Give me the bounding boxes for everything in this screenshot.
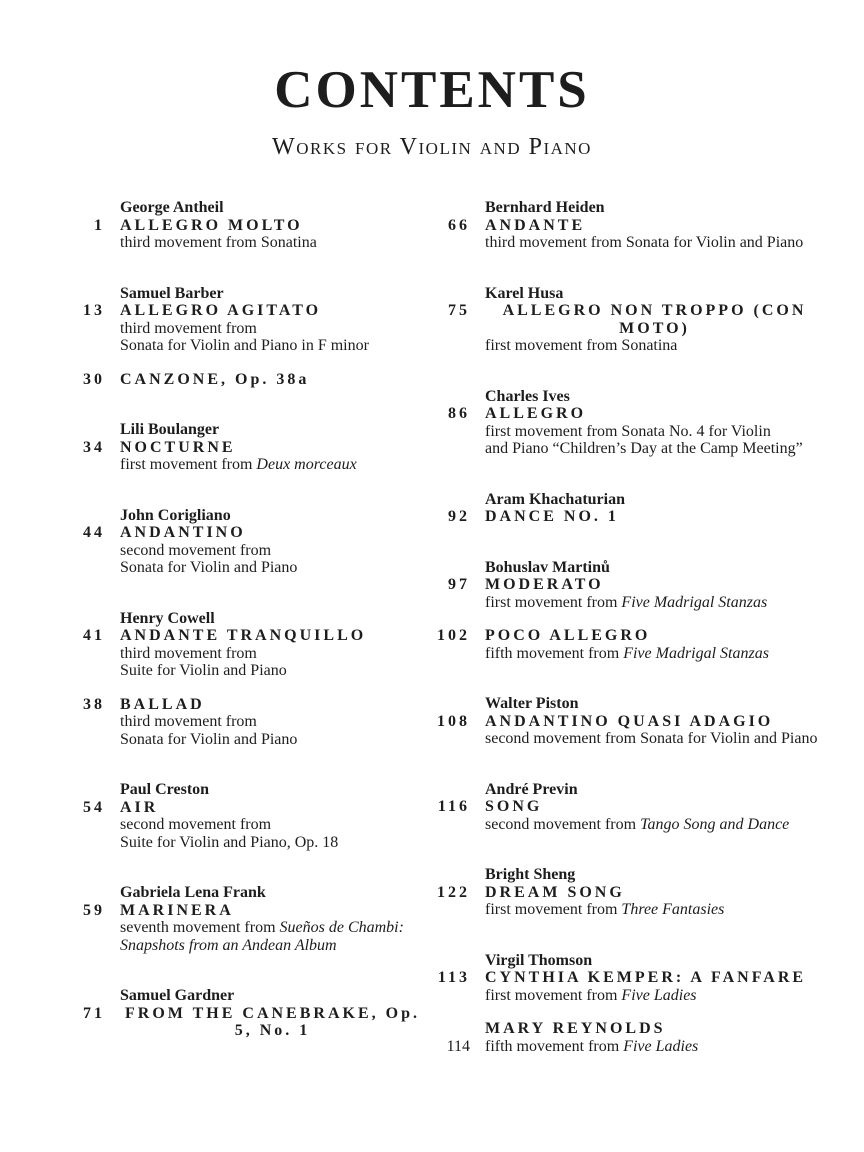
- toc-entry: [60, 371, 425, 389]
- toc-line: [60, 1005, 425, 1040]
- composer-name: [120, 884, 266, 902]
- composer-name: [120, 610, 215, 628]
- text: Sonata for Violin and Piano in F minor: [120, 337, 369, 354]
- page-number: [425, 440, 470, 458]
- toc-line: [425, 576, 824, 594]
- page-number: 54: [83, 798, 105, 816]
- text: NOCTURNE: [120, 438, 236, 456]
- toc-entry: [60, 781, 425, 851]
- toc-entry: [425, 491, 824, 526]
- work-description: [120, 559, 297, 577]
- work-title: [485, 969, 806, 987]
- toc-line: [60, 696, 425, 714]
- toc-line: [60, 217, 425, 235]
- text: third movement from: [120, 644, 257, 662]
- page-number: [60, 781, 105, 799]
- toc-line: [60, 542, 425, 560]
- work-title: [485, 576, 604, 594]
- work-description: [485, 987, 697, 1005]
- text: Virgil Thomson: [485, 951, 593, 969]
- toc-line: [60, 439, 425, 457]
- page-number: [60, 662, 105, 680]
- work-description: [485, 337, 677, 355]
- text: FROM THE CANEBRAKE, Op. 5, No. 1: [125, 1004, 420, 1039]
- toc-line: [60, 799, 425, 817]
- page-number: 114: [446, 1037, 470, 1055]
- toc-line: [425, 405, 824, 423]
- text: second movement from: [120, 541, 272, 559]
- toc-line: [425, 952, 824, 970]
- text: first movement from: [120, 456, 257, 473]
- toc-line: [425, 1020, 824, 1038]
- page-number: 86: [448, 405, 470, 422]
- work-description: [120, 731, 297, 749]
- text: second movement from Sonata for Violin and Piano: [485, 730, 818, 747]
- text: ANDANTE TRANQUILLO: [120, 627, 367, 644]
- text: ANDANTINO QUASI ADAGIO: [485, 712, 774, 730]
- toc-line: [425, 695, 824, 713]
- toc-line: [60, 421, 425, 439]
- page-number: 97: [448, 576, 470, 593]
- toc-entry: [60, 421, 425, 474]
- text: ALLEGRO AGITATO: [120, 302, 322, 319]
- italic-text: Snapshots from an Andean Album: [120, 936, 337, 954]
- work-title: [485, 884, 625, 902]
- work-description: [485, 423, 771, 441]
- text: Walter Piston: [485, 695, 579, 712]
- composer-name: [485, 388, 570, 406]
- toc-line: [425, 713, 824, 731]
- work-description: [485, 1038, 698, 1056]
- page-number: [425, 559, 470, 577]
- page-number: [425, 388, 470, 406]
- toc-entry: [425, 781, 824, 834]
- text: POCO ALLEGRO: [485, 627, 651, 644]
- toc-line: [425, 816, 824, 834]
- work-description: [485, 816, 789, 834]
- text: third movement from: [120, 319, 257, 337]
- italic-text: Five Ladies: [621, 986, 697, 1004]
- toc-line: [60, 456, 425, 474]
- work-description: [120, 456, 357, 474]
- toc-column: [425, 199, 824, 1055]
- toc-line: [60, 507, 425, 525]
- page-number: 113: [437, 969, 470, 986]
- toc-line: [425, 559, 824, 577]
- toc-line: [425, 423, 824, 441]
- toc-entry: [60, 884, 425, 954]
- italic-text: Five Madrigal Stanzas: [623, 644, 769, 662]
- toc-entry: [60, 610, 425, 680]
- text: third movement from: [120, 713, 257, 730]
- text: second movement from: [120, 816, 272, 833]
- page-number: [60, 559, 105, 577]
- page-number: 66: [448, 216, 470, 234]
- toc-entry: [425, 695, 824, 748]
- work-description: [485, 730, 817, 748]
- toc-entry: [60, 285, 425, 355]
- page-number: [60, 320, 105, 338]
- toc-entry: [60, 696, 425, 749]
- toc-line: [425, 594, 824, 612]
- page-number: 34: [83, 438, 105, 456]
- page-number: [60, 884, 105, 902]
- page-number: 75: [448, 302, 470, 319]
- text: Paul Creston: [120, 781, 210, 798]
- toc-line: [60, 610, 425, 628]
- work-title: [120, 302, 321, 320]
- italic-text: Tango Song and Dance: [640, 815, 790, 833]
- page-number: [425, 1020, 470, 1038]
- work-title: [485, 1020, 666, 1038]
- page-number: [60, 234, 105, 252]
- page-number: [425, 730, 470, 748]
- text: MARINERA: [120, 901, 234, 919]
- italic-text: Five Ladies: [623, 1037, 699, 1055]
- text: Bright Sheng: [485, 866, 576, 883]
- toc-entry: [425, 627, 824, 662]
- work-title: [120, 902, 234, 920]
- work-description: [120, 542, 271, 560]
- toc-line: [425, 491, 824, 509]
- text: third movement from Sonatina: [120, 234, 317, 251]
- page-number: [60, 645, 105, 663]
- composer-name: [120, 507, 231, 525]
- toc-line: [425, 781, 824, 799]
- text: MARY REYNOLDS: [485, 1020, 666, 1037]
- toc-line: [425, 337, 824, 355]
- work-title: [485, 798, 542, 816]
- page-number: 13: [83, 302, 105, 319]
- italic-text: Deux morceaux: [256, 456, 357, 473]
- work-title: [485, 713, 773, 731]
- toc-line: [60, 645, 425, 663]
- work-description: [120, 662, 287, 680]
- text: Gabriela Lena Frank: [120, 884, 266, 901]
- text: DANCE NO. 1: [485, 508, 619, 525]
- text: ANDANTE: [485, 216, 586, 234]
- work-title: [120, 627, 366, 645]
- text: CANZONE, Op. 38a: [120, 370, 310, 388]
- text: BALLAD: [120, 695, 205, 713]
- text: Bernhard Heiden: [485, 199, 605, 216]
- toc-line: [60, 902, 425, 920]
- page-number: 38: [83, 695, 105, 713]
- toc-line: [425, 969, 824, 987]
- text: Lili Boulanger: [120, 421, 220, 438]
- text: second movement from: [485, 815, 641, 833]
- toc-line: [60, 199, 425, 217]
- toc-line: [60, 285, 425, 303]
- italic-text: Three Fantasies: [621, 901, 725, 918]
- work-title: [485, 508, 619, 526]
- page-number: [425, 952, 470, 970]
- text: ALLEGRO: [485, 405, 587, 422]
- toc-entry: [425, 388, 824, 458]
- work-description: [485, 901, 724, 919]
- toc-line: [60, 937, 425, 955]
- text: first movement from Sonatina: [485, 337, 678, 354]
- page-number: [425, 285, 470, 303]
- toc-line: [60, 662, 425, 680]
- page-number: [60, 421, 105, 439]
- toc-line: [425, 199, 824, 217]
- text: first movement from: [485, 986, 622, 1004]
- text: first movement from Sonata No. 4 for Violin: [485, 422, 771, 440]
- toc-line: [60, 234, 425, 252]
- text: third movement from Sonata for Violin and Piano: [485, 234, 804, 251]
- page-number: [60, 285, 105, 303]
- toc-line: [60, 559, 425, 577]
- toc-line: [425, 302, 824, 337]
- text: ANDANTINO: [120, 524, 246, 541]
- work-title: [485, 302, 824, 337]
- page-number: 108: [437, 712, 470, 730]
- composer-name: [120, 199, 224, 217]
- composer-name: [485, 491, 625, 509]
- page-number: [425, 423, 470, 441]
- work-description: [120, 337, 369, 355]
- toc-entry: [425, 559, 824, 612]
- text: ALLEGRO MOLTO: [120, 216, 303, 234]
- work-title: [120, 696, 205, 714]
- page-number: [425, 987, 470, 1005]
- toc-line: [425, 388, 824, 406]
- work-title: [485, 217, 585, 235]
- page-number: [425, 695, 470, 713]
- toc-line: [425, 901, 824, 919]
- text: AIR: [120, 798, 159, 816]
- toc-entry: [425, 1020, 824, 1055]
- toc-line: [60, 816, 425, 834]
- work-title: [120, 439, 236, 457]
- composer-name: [485, 781, 578, 799]
- text: MODERATO: [485, 576, 604, 593]
- toc-entry: [60, 507, 425, 577]
- toc-columns: [0, 199, 864, 1055]
- toc-line: [60, 834, 425, 852]
- page-number: 102: [437, 627, 470, 644]
- page-number: [60, 987, 105, 1005]
- work-title: [120, 1005, 425, 1040]
- work-description: [485, 594, 767, 612]
- text: Sonata for Violin and Piano: [120, 730, 298, 748]
- text: Henry Cowell: [120, 609, 215, 627]
- page-number: [60, 919, 105, 937]
- text: George Antheil: [120, 199, 224, 216]
- composer-name: [485, 952, 592, 970]
- page-number: [60, 834, 105, 852]
- toc-line: [60, 302, 425, 320]
- italic-text: Sueños de Chambi:: [279, 919, 404, 936]
- composer-name: [120, 987, 234, 1005]
- toc-line: [425, 285, 824, 303]
- text: CYNTHIA KEMPER: A FANFARE: [485, 969, 807, 986]
- page-number: [425, 491, 470, 509]
- text: Karel Husa: [485, 284, 564, 302]
- composer-name: [120, 421, 219, 439]
- page-number: [60, 937, 105, 955]
- page-number: 30: [83, 370, 105, 388]
- page-subtitle: Works for Violin and Piano: [272, 134, 592, 160]
- toc-line: [425, 645, 824, 663]
- page-number: 92: [448, 508, 470, 525]
- text: ALLEGRO NON TROPPO (CON MOTO): [502, 302, 807, 337]
- page-number: [60, 542, 105, 560]
- composer-name: [485, 866, 575, 884]
- page-number: [425, 594, 470, 612]
- composer-name: [485, 199, 605, 217]
- work-description: [485, 645, 769, 663]
- toc-column: [60, 199, 425, 1055]
- text: Suite for Violin and Piano: [120, 662, 287, 679]
- page-number: [60, 610, 105, 628]
- composer-name: [120, 781, 209, 799]
- toc-line: [60, 884, 425, 902]
- text: Samuel Barber: [120, 284, 224, 302]
- toc-line: [425, 1038, 824, 1056]
- text: André Previn: [485, 780, 578, 798]
- toc-line: [425, 884, 824, 902]
- page-number: [425, 816, 470, 834]
- text: Aram Khachaturian: [485, 490, 625, 508]
- page-number: [60, 816, 105, 834]
- work-description: [120, 919, 404, 937]
- toc-entry: [425, 285, 824, 355]
- toc-line: [60, 781, 425, 799]
- toc-line: [425, 217, 824, 235]
- text: and Piano “Children’s Day at the Camp Meeting”: [485, 440, 803, 457]
- work-title: [485, 405, 586, 423]
- work-title: [120, 799, 158, 817]
- toc-line: [60, 713, 425, 731]
- text: fifth movement from: [485, 1037, 624, 1055]
- page-number: 59: [83, 901, 105, 919]
- toc-line: [60, 731, 425, 749]
- work-description: [120, 816, 271, 834]
- work-title: [485, 627, 650, 645]
- text: Samuel Gardner: [120, 987, 235, 1004]
- toc-line: [425, 627, 824, 645]
- toc-line: [425, 508, 824, 526]
- work-title: [120, 524, 246, 542]
- page-number: 41: [83, 627, 105, 644]
- page-number: [425, 901, 470, 919]
- page-number: [425, 234, 470, 252]
- toc-line: [60, 524, 425, 542]
- text: SONG: [485, 798, 543, 815]
- toc-line: [60, 371, 425, 389]
- composer-name: [485, 559, 610, 577]
- page-number: [425, 645, 470, 663]
- toc-line: [60, 320, 425, 338]
- text: DREAM SONG: [485, 883, 625, 901]
- page-number: [425, 866, 470, 884]
- toc-line: [425, 987, 824, 1005]
- work-description: [485, 234, 803, 252]
- text: Bohuslav Martinů: [485, 558, 610, 576]
- text: first movement from: [485, 901, 622, 918]
- toc-entry: [425, 866, 824, 919]
- composer-name: [485, 695, 578, 713]
- work-title: [120, 371, 309, 389]
- text: Sonata for Violin and Piano: [120, 559, 298, 576]
- text: Charles Ives: [485, 387, 570, 405]
- toc-line: [60, 627, 425, 645]
- toc-entry: [425, 952, 824, 1005]
- work-description: [120, 713, 257, 731]
- page-number: [60, 337, 105, 355]
- work-description: [485, 440, 803, 458]
- page-number: 71: [83, 1004, 105, 1022]
- page-number: 122: [437, 883, 470, 901]
- text: seventh movement from: [120, 919, 280, 936]
- page-number: [425, 781, 470, 799]
- work-description: [120, 834, 338, 852]
- work-title: [120, 217, 303, 235]
- toc-entry: [425, 199, 824, 252]
- page-number: [425, 199, 470, 217]
- toc-line: [60, 337, 425, 355]
- page-number: 116: [437, 798, 470, 815]
- composer-name: [120, 285, 224, 303]
- toc-line: [60, 919, 425, 937]
- italic-text: Five Madrigal Stanzas: [621, 593, 768, 611]
- page-number: [60, 456, 105, 474]
- toc-line: [425, 798, 824, 816]
- toc-entry: [60, 987, 425, 1040]
- page-number: [425, 337, 470, 355]
- page-number: [60, 713, 105, 731]
- text: Suite for Violin and Piano, Op. 18: [120, 833, 339, 851]
- toc-line: [425, 440, 824, 458]
- toc-line: [425, 234, 824, 252]
- composer-name: [485, 285, 563, 303]
- work-description: [120, 937, 337, 955]
- page-number: 44: [83, 524, 105, 541]
- toc-line: [425, 730, 824, 748]
- work-description: [120, 320, 257, 338]
- work-description: [120, 234, 317, 252]
- page-number: [60, 507, 105, 525]
- text: John Corigliano: [120, 506, 231, 524]
- page-number: 1: [94, 216, 105, 234]
- text: first movement from: [485, 593, 622, 611]
- text: fifth movement from: [485, 644, 624, 662]
- page-number: [60, 199, 105, 217]
- toc-line: [425, 866, 824, 884]
- work-description: [120, 645, 257, 663]
- toc-entry: [60, 199, 425, 252]
- page-title: CONTENTS: [274, 61, 590, 119]
- page-number: [60, 731, 105, 749]
- toc-line: [60, 987, 425, 1005]
